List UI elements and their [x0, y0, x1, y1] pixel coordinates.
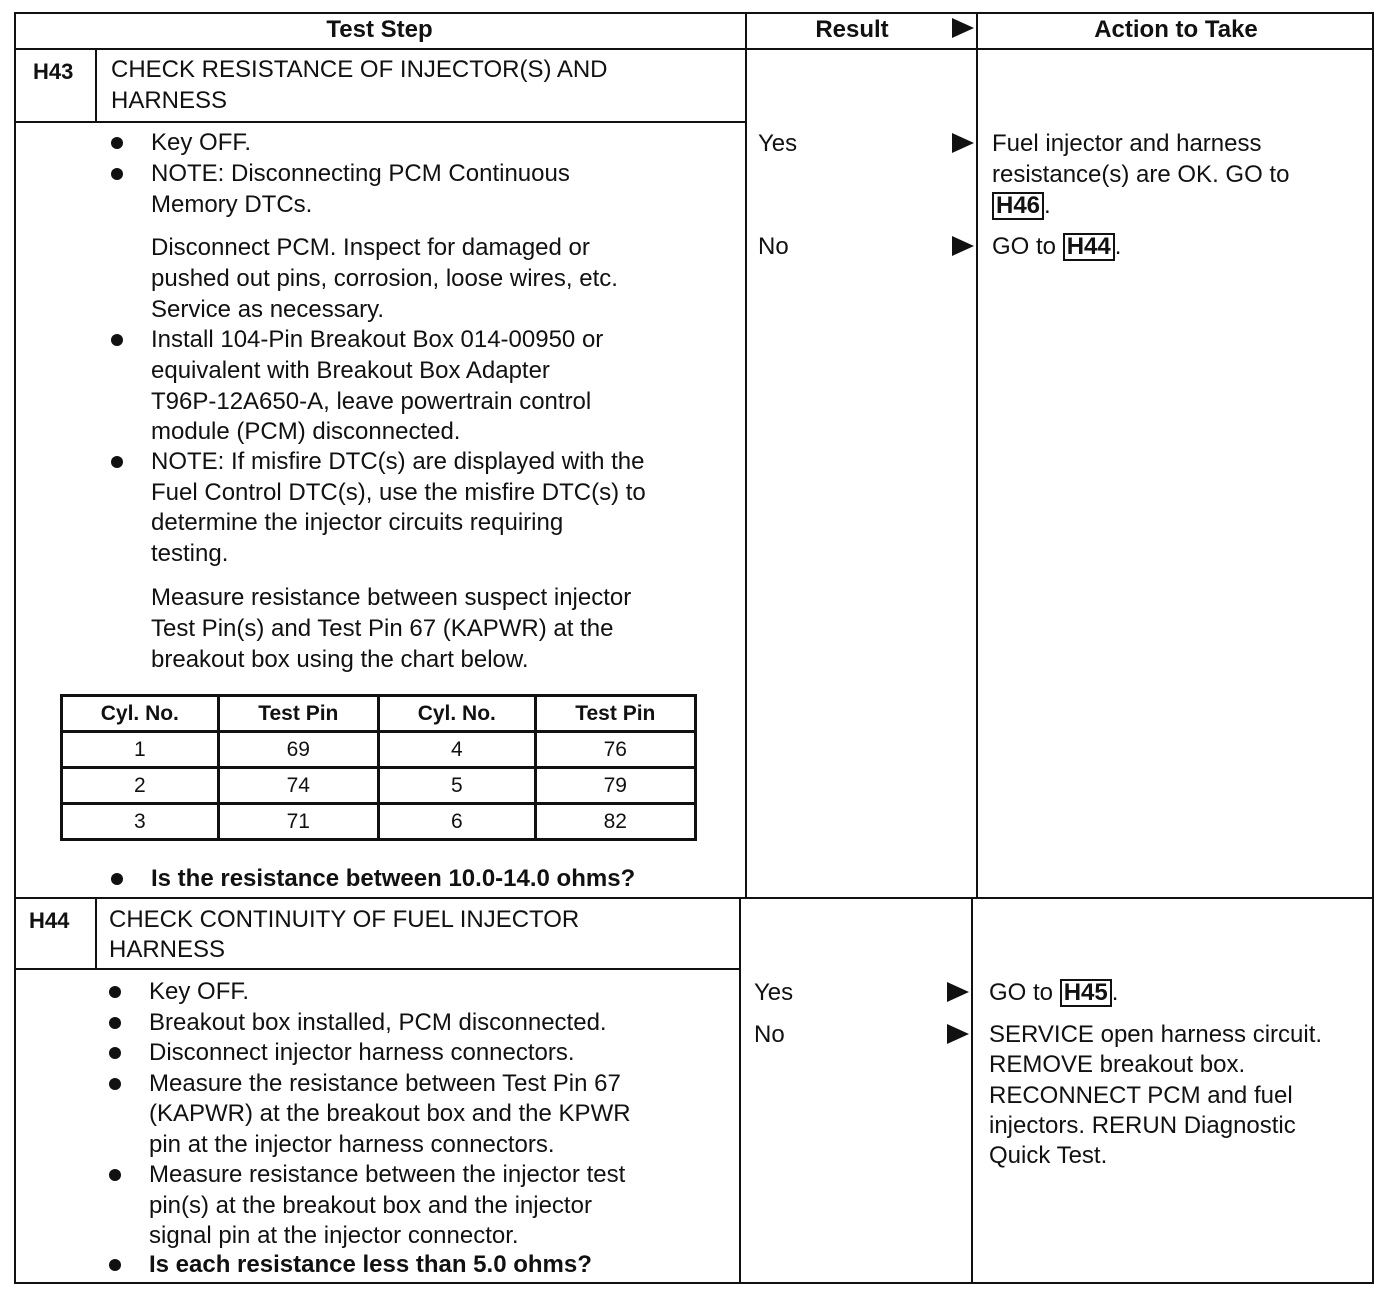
chart-cell: 71: [218, 804, 378, 840]
section-divider: [14, 897, 1374, 899]
result-arrow-icon: [947, 1024, 969, 1044]
chart-cell: 74: [218, 768, 378, 804]
h44-line: pin(s) at the breakout box and the injector: [149, 1192, 592, 1219]
h44-line: Measure the resistance between Test Pin 67: [149, 1070, 621, 1097]
h44-code-divider: [95, 897, 97, 969]
chart-cell: 76: [535, 732, 695, 768]
h43-line: Disconnect PCM. Inspect for damaged or: [151, 234, 590, 261]
h44-result-yes: Yes: [754, 979, 794, 1006]
h44-title-divider: [14, 968, 740, 970]
h43-title-line-2: HARNESS: [111, 87, 228, 114]
h44-line: Disconnect injector harness connectors.: [149, 1039, 575, 1066]
h43-result-yes: Yes: [758, 130, 798, 157]
table-row: [62, 768, 696, 804]
h43-line: Key OFF.: [151, 129, 252, 156]
chart-cell: 79: [535, 768, 695, 804]
result-column-divider-lower: [739, 897, 741, 1284]
chart-cell: 69: [218, 732, 378, 768]
h44-line: pin at the injector harness connectors.: [149, 1131, 555, 1158]
chart-cell: 6: [378, 804, 535, 840]
h43-yes-action-line-2: resistance(s) are OK. GO to: [992, 161, 1290, 188]
h43-title-line-1: CHECK RESISTANCE OF INJECTOR(S) AND: [111, 56, 608, 83]
table-row: [62, 732, 696, 768]
punct: .: [1044, 192, 1051, 219]
table-row: [62, 804, 696, 840]
h44-no-action-line: injectors. RERUN Diagnostic: [989, 1112, 1296, 1139]
h43-line: Fuel Control DTC(s), use the misfire DTC(s) to: [151, 479, 646, 506]
chart-cell: 5: [378, 768, 535, 804]
result-arrow-icon: [952, 236, 974, 256]
h43-line: breakout box using the chart below.: [151, 646, 529, 673]
bullet-icon: [111, 168, 123, 180]
h44-yes-action: [989, 978, 1118, 1009]
h43-line: Test Pin(s) and Test Pin 67 (KAPWR) at the: [151, 615, 614, 642]
h43-result-no: No: [758, 233, 789, 260]
h44-line: signal pin at the injector connector.: [149, 1222, 519, 1249]
h43-line: Install 104-Pin Breakout Box 014-00950 or: [151, 326, 604, 353]
h44-result-no: No: [754, 1021, 785, 1048]
h43-line: Service as necessary.: [151, 296, 384, 323]
h43-line: module (PCM) disconnected.: [151, 418, 461, 445]
header-arrow-icon: [952, 18, 974, 38]
header-divider: [14, 48, 1374, 50]
h44-title-line-1: CHECK CONTINUITY OF FUEL INJECTOR: [109, 906, 580, 933]
chart-header-cell: Cyl. No.: [378, 696, 535, 732]
bullet-icon: [109, 1078, 121, 1090]
header-action: Action to Take: [1094, 16, 1258, 43]
h44-step-code: H44: [29, 908, 70, 933]
chart-header-row: [62, 696, 696, 732]
h44-no-action-line: SERVICE open harness circuit.: [989, 1021, 1323, 1048]
result-column-divider: [745, 12, 747, 898]
h43-no-action: [992, 232, 1121, 263]
h44-no-action-line: RECONNECT PCM and fuel: [989, 1082, 1293, 1109]
punct: .: [1114, 233, 1122, 260]
result-arrow-icon: [952, 133, 974, 153]
result-arrow-icon: [947, 982, 969, 1002]
h44-line: (KAPWR) at the breakout box and the KPWR: [149, 1100, 631, 1127]
bullet-icon: [109, 1169, 121, 1181]
h43-line: Memory DTCs.: [151, 191, 313, 218]
action-column-divider: [976, 12, 978, 898]
h44-title-line-2: HARNESS: [109, 936, 226, 963]
action-column-divider-lower: [971, 897, 973, 1284]
h43-line: pushed out pins, corrosion, loose wires, etc.: [151, 265, 618, 292]
bullet-icon: [109, 1047, 121, 1059]
bullet-icon: [109, 1259, 121, 1271]
chart-header-cell: Test Pin: [535, 696, 695, 732]
chart-header-cell: Test Pin: [218, 696, 378, 732]
h43-line: Measure resistance between suspect injector: [151, 584, 632, 611]
header-test-step: Test Step: [326, 16, 433, 43]
h43-yes-action-ref-line: [992, 191, 1051, 222]
bullet-icon: [109, 986, 121, 998]
h44-line: Breakout box installed, PCM disconnected.: [149, 1009, 607, 1036]
yes-action-text: GO to: [989, 979, 1054, 1006]
h43-line: testing.: [151, 540, 229, 567]
h43-code-divider: [95, 48, 97, 122]
step-ref-h45[interactable]: H45: [1060, 979, 1112, 1007]
chart-cell: 4: [378, 732, 535, 768]
bullet-icon: [111, 873, 123, 885]
step-ref-h44[interactable]: H44: [1063, 233, 1115, 261]
h43-line: NOTE: Disconnecting PCM Continuous: [151, 160, 570, 187]
header-result: Result: [815, 16, 889, 43]
h44-line: Measure resistance between the injector test: [149, 1161, 626, 1188]
cylinder-test-pin-chart: [60, 694, 697, 841]
h44-question: Is each resistance less than 5.0 ohms?: [149, 1251, 592, 1278]
bullet-icon: [109, 1017, 121, 1029]
h44-line: Key OFF.: [149, 978, 250, 1005]
bullet-icon: [111, 334, 123, 346]
chart-cell: 82: [535, 804, 695, 840]
chart-cell: 2: [62, 768, 219, 804]
h43-line: NOTE: If misfire DTC(s) are displayed with the: [151, 448, 645, 475]
h43-question: Is the resistance between 10.0-14.0 ohms?: [151, 865, 636, 892]
chart-header-cell: Cyl. No.: [62, 696, 219, 732]
h44-no-action-line: REMOVE breakout box.: [989, 1051, 1246, 1078]
h43-step-code: H43: [33, 59, 74, 84]
h44-no-action-line: Quick Test.: [989, 1142, 1108, 1169]
h43-line: equivalent with Breakout Box Adapter: [151, 357, 550, 384]
h43-line: determine the injector circuits requiring: [151, 509, 564, 536]
bullet-icon: [111, 137, 123, 149]
h43-title-divider: [14, 121, 746, 123]
chart-cell: 1: [62, 732, 219, 768]
punct: .: [1111, 979, 1119, 1006]
step-ref-h46[interactable]: H46: [992, 192, 1044, 220]
h43-yes-action-line-1: Fuel injector and harness: [992, 130, 1262, 157]
h43-line: T96P-12A650-A, leave powertrain control: [151, 388, 592, 415]
chart-cell: 3: [62, 804, 219, 840]
no-action-text: GO to: [992, 233, 1057, 260]
bullet-icon: [111, 456, 123, 468]
